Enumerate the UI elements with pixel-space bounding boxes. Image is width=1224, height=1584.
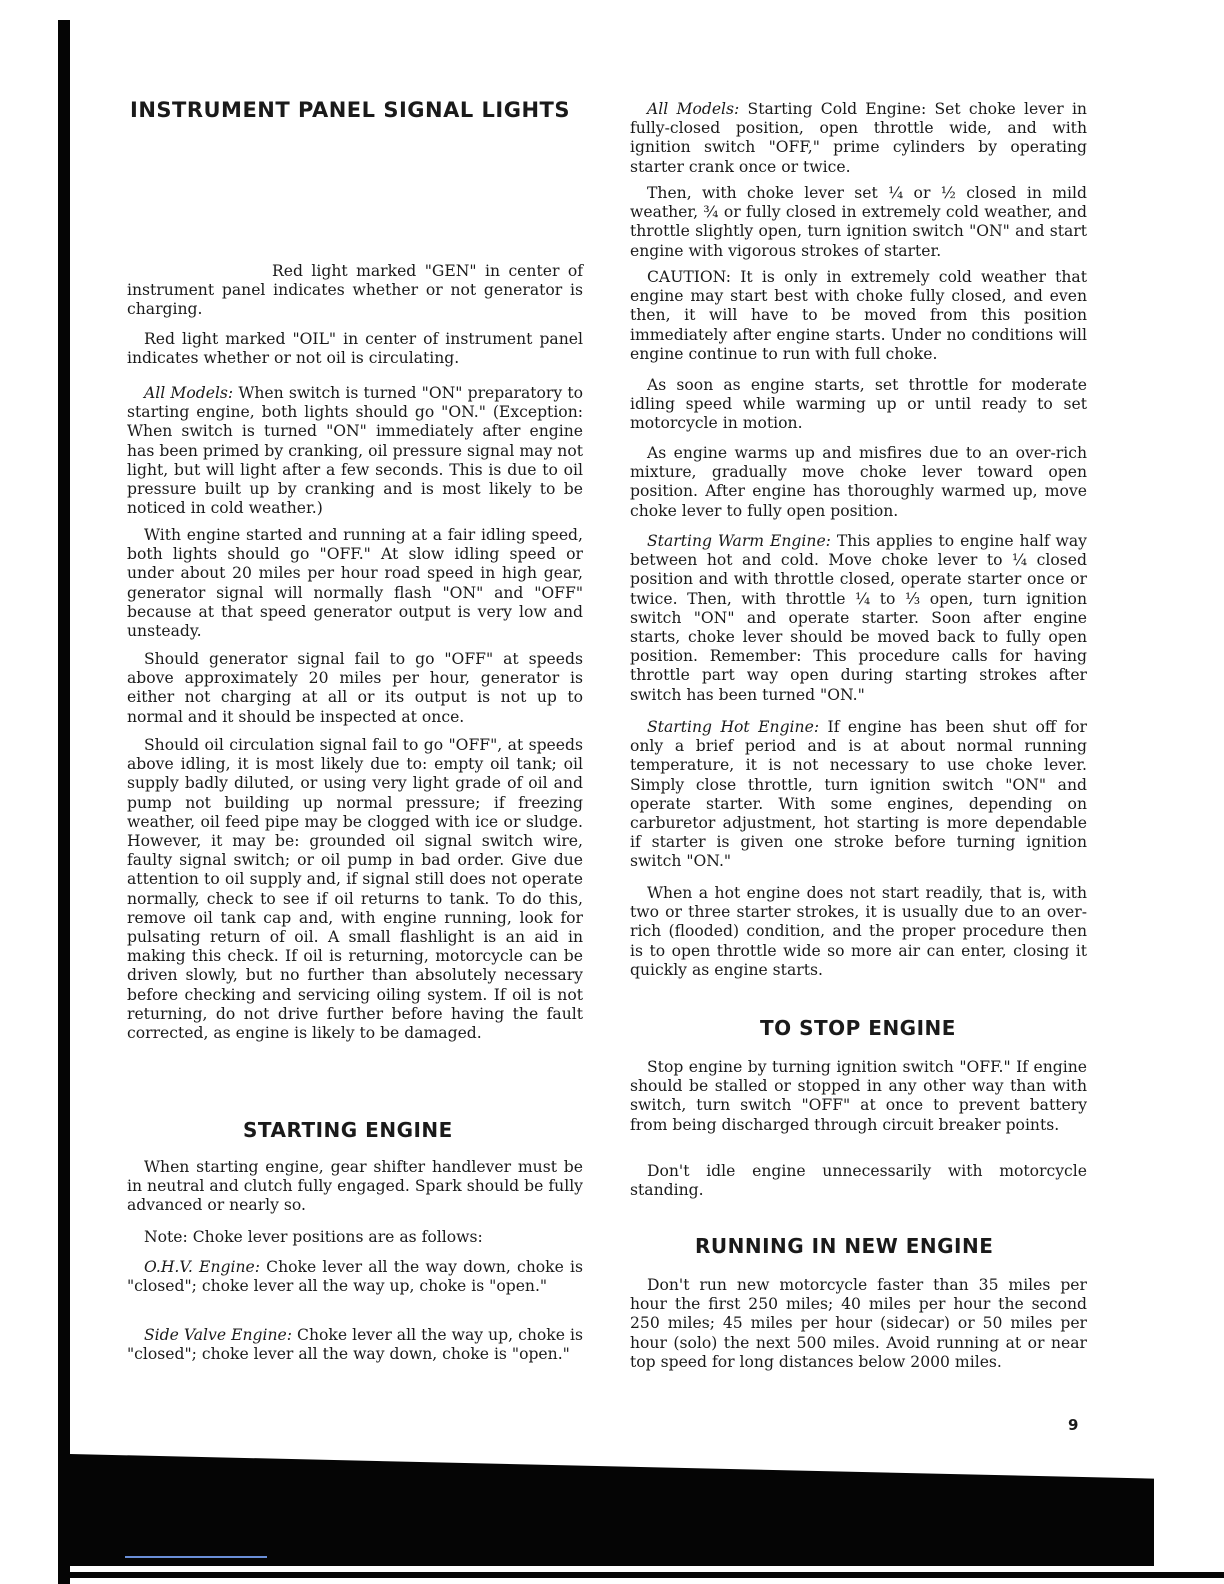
choke-setting-paragraph: Then, with choke lever set ¼ or ½ closed in mild weather, ¾ or fully closed in extremely cold weather, and throttle slightly open, turn ignition switch "ON" and start engine with vigorous strokes of starter. xyxy=(630,184,1087,260)
side-valve-section xyxy=(127,1326,583,1364)
warm-up-section xyxy=(630,444,1087,521)
running-in-section xyxy=(630,1276,1087,1372)
flooded-section xyxy=(630,884,1087,980)
scan-mark xyxy=(125,1556,267,1558)
note-section xyxy=(127,1228,583,1247)
running-in-paragraph: Don't run new motorcycle faster than 35 miles per hour the first 250 miles; 40 miles per hour the second 250 miles; 45 miles per hour (sidecar) or 50 miles per hour (solo) the next 500 miles. Avoid running at or near top speed for long distances below 2000 miles. xyxy=(630,1276,1087,1371)
all-models-paragraph xyxy=(127,384,583,518)
idling-section xyxy=(127,526,583,641)
warm-engine-label: Starting Warm Engine: xyxy=(647,532,831,550)
generator-fail-section xyxy=(127,650,583,727)
oil-fail-paragraph: Should oil circulation signal fail to go "OFF", at speeds above idling, it is most likely due to: empty oil tank; oil supply badly diluted, or using very light grade of oil and pump not building up normal pressure; if freezing weather, oil feed pipe may be clogged with ice or sludge. However, it may be: grounded oil signal switch wire, faulty signal switch; or oil pump in bad order. Give due attention to oil supply and, if signal still does not operate normally, check to see if oil returns to tank. To do this, remove oil tank cap and, with engine running, look for pulsating return of oil. A small flashlight is an aid in making this check. If oil is returning, motorcycle can be driven slowly, but no further than absolutely necessary before checking and servicing oiling system. If oil is not returning, do not drive further before having the fault corrected, as engine is likely to be damaged. xyxy=(127,736,583,1043)
flooded-paragraph: When a hot engine does not start readily, that is, with two or three starter strokes, it is usually due to an over-rich (flooded) condition, and the proper procedure then is to open throttle wide so more air can enter, closing it quickly as engine starts. xyxy=(630,884,1087,979)
generator-fail-paragraph: Should generator signal fail to go "OFF" at speeds above approximately 20 miles per hour, generator is either not charging at all or its output is not up to normal and it should be inspected at once. xyxy=(127,650,583,726)
side-valve-label: Side Valve Engine: xyxy=(144,1326,292,1344)
ohv-text: Choke lever all the way down, choke is "closed"; choke lever all the way up, choke is "open." xyxy=(127,1258,583,1296)
caution-paragraph: CAUTION: It is only in extremely cold weather that engine may start best with choke fully closed, and even then, it will have to be moved from this position immediately after engine starts. Under no conditions will engine continue to run with full choke. xyxy=(630,268,1087,363)
hot-engine-text: If engine has been shut off for only a brief period and is at about normal running temperature, it is not necessary to use choke lever. Simply close throttle, turn ignition switch "ON" and operate starter. With some engines, depending on carburetor adjustment, hot starting is more dependable if starter is given one stroke before turning ignition switch "ON." xyxy=(630,718,1087,871)
warm-engine-paragraph xyxy=(630,532,1087,705)
idling-paragraph: With engine started and running at a fair idling speed, both lights should go "OFF." At slow idling speed or under about 20 miles per hour road speed in high gear, generator signal will normally flash "ON" and "OFF" because at that speed generator output is very low and unsteady. xyxy=(127,526,583,641)
caution-section xyxy=(630,268,1087,364)
all-models-text: When switch is turned "ON" preparatory to starting engine, both lights should go "ON." (Exception: When switch is turned "ON" immediately after engine has been primed by cranking, oil pressure signal may not light, but will light after a few seconds. This is due to oil pressure built up by cranking and is most likely to be noticed in cold weather.) xyxy=(127,384,583,518)
heading-starting-engine: STARTING ENGINE xyxy=(243,1118,453,1142)
oil-fail-section xyxy=(127,736,583,1043)
side-valve-text: Choke lever all the way up, choke is "closed"; choke lever all the way down, choke is "open." xyxy=(127,1326,583,1364)
stop-section xyxy=(630,1058,1087,1135)
gen-light-section xyxy=(127,262,583,320)
choke-setting-section xyxy=(630,184,1087,261)
warm-up-paragraph: As engine warms up and misfires due to an over-rich mixture, gradually move choke lever toward open position. After engine has thoroughly warmed up, move choke lever to fully open position. xyxy=(630,444,1087,520)
side-valve-paragraph xyxy=(127,1326,583,1364)
hot-engine-section xyxy=(630,718,1087,872)
ohv-label: O.H.V. Engine: xyxy=(144,1258,260,1276)
note-paragraph: Note: Choke lever positions are as follows: xyxy=(144,1228,483,1246)
all-models-section xyxy=(127,384,583,518)
idle-section xyxy=(630,1162,1087,1200)
starting-section xyxy=(127,1158,583,1216)
as-soon-paragraph: As soon as engine starts, set throttle for moderate idling speed while warming up or until ready to set motorcycle in motion. xyxy=(630,376,1087,433)
cold-engine-text: Starting Cold Engine: Set choke lever in fully-closed position, open throttle wide, and with ignition switch "OFF," prime cylinders by operating starter crank once or twice. xyxy=(630,100,1087,176)
page-bottom-band xyxy=(70,1454,1154,1566)
page-bottom-edge xyxy=(70,1572,1224,1578)
ohv-paragraph xyxy=(127,1258,583,1296)
cold-engine-label: All Models: xyxy=(647,100,740,118)
as-soon-section xyxy=(630,376,1087,434)
all-models-label: All Models: xyxy=(144,384,234,402)
idle-paragraph: Don't idle engine unnecessarily with motorcycle standing. xyxy=(630,1162,1087,1200)
stop-paragraph: Stop engine by turning ignition switch "OFF." If engine should be stalled or stopped in any other way than with switch, turn switch "OFF" at once to prevent battery from being discharged through circuit breaker points. xyxy=(630,1058,1087,1134)
cold-engine-paragraph xyxy=(630,100,1087,177)
gen-light-paragraph: Red light marked "GEN" in center of instrument panel indicates whether or not generator is charging. xyxy=(127,262,583,319)
warm-engine-text: This applies to engine half way between hot and cold. Move choke lever to ¼ closed position and with throttle closed, operate starter once or twice. Then, with throttle ¼ to ⅓ open, turn ignition switch "ON" and operate starter. Soon after engine starts, choke lever should be moved back to fully open position. Remember: This procedure calls for having throttle part way open during starting strokes after switch has been turned "ON." xyxy=(630,532,1087,704)
starting-paragraph: When starting engine, gear shifter handlever must be in neutral and clutch fully engaged. Spark should be fully advanced or nearly so. xyxy=(127,1158,583,1215)
heading-to-stop-engine: TO STOP ENGINE xyxy=(760,1016,956,1040)
cold-engine-section xyxy=(630,100,1087,177)
page-left-edge-bar xyxy=(58,20,70,1584)
heading-instrument-panel-signal-lights: INSTRUMENT PANEL SIGNAL LIGHTS xyxy=(130,98,570,122)
warm-engine-section xyxy=(630,532,1087,705)
oil-light-section xyxy=(127,330,583,368)
oil-light-paragraph: Red light marked "OIL" in center of instrument panel indicates whether or not oil is circulating. xyxy=(127,330,583,368)
hot-engine-label: Starting Hot Engine: xyxy=(647,718,820,736)
heading-running-in-new-engine: RUNNING IN NEW ENGINE xyxy=(695,1234,994,1258)
page-number: 9 xyxy=(1068,1416,1079,1434)
ohv-section xyxy=(127,1258,583,1296)
hot-engine-paragraph xyxy=(630,718,1087,872)
